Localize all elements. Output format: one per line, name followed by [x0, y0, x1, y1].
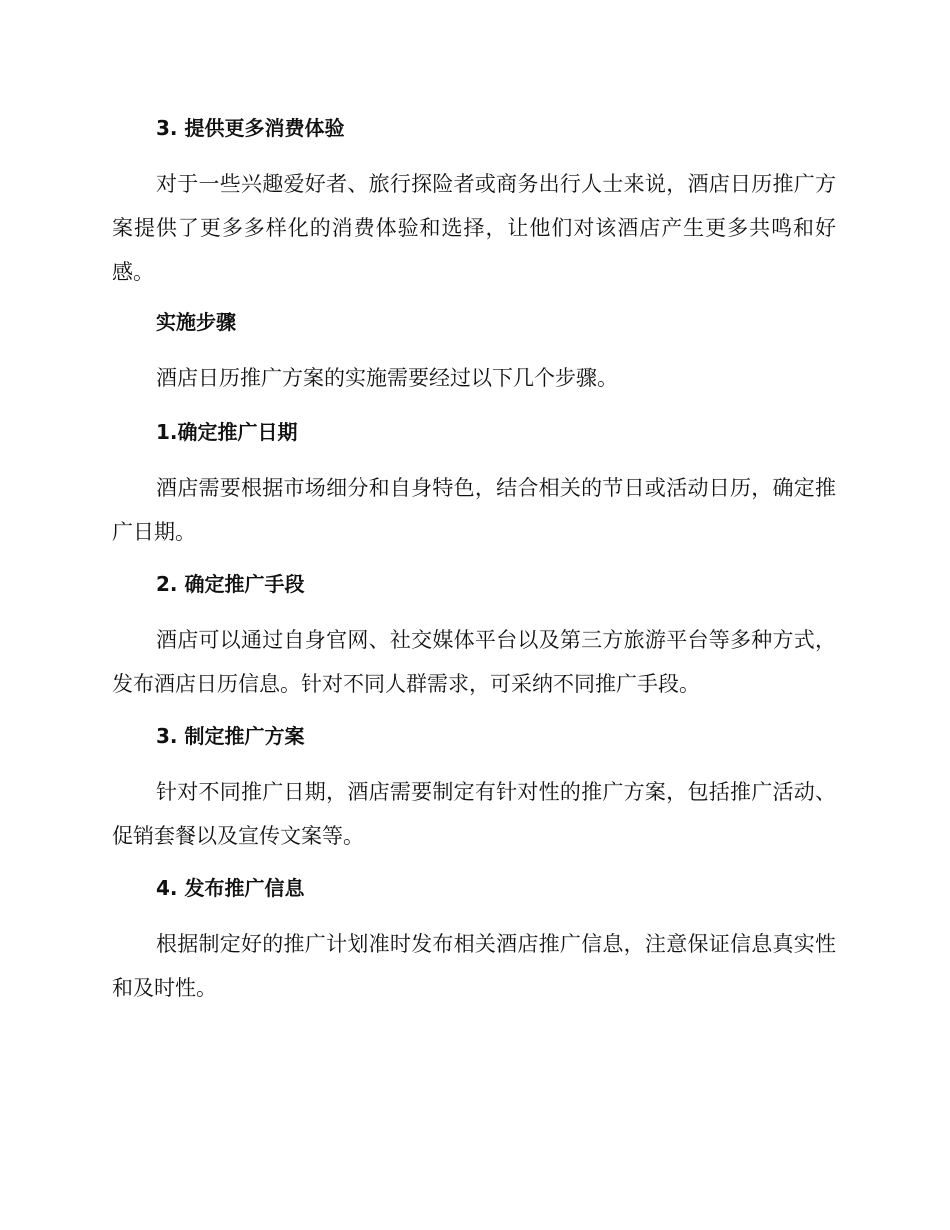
section-heading-consumer-experience: 3. 提供更多消费体验 [156, 116, 345, 140]
section-heading-publish-info: 4. 发布推广信息 [156, 876, 305, 900]
section-heading-promotion-means: 2. 确定推广手段 [156, 572, 305, 596]
section-heading-promotion-date: 1.确定推广日期 [156, 420, 298, 444]
section-heading-implementation-steps: 实施步骤 [156, 310, 236, 334]
section-paragraph-promotion-means: 酒店可以通过自身官网、社交媒体平台以及第三方旅游平台等多种方式，发布酒店日历信息。针对不同人群需求，可采纳不同推广手段。 [112, 628, 836, 696]
section-paragraph-publish-info: 根据制定好的推广计划准时发布相关酒店推广信息，注意保证信息真实性和及时性。 [112, 932, 836, 1000]
section-paragraph-promotion-date: 酒店需要根据市场细分和自身特色，结合相关的节日或活动日历，确定推广日期。 [112, 476, 836, 544]
section-paragraph-consumer-experience: 对于一些兴趣爱好者、旅行探险者或商务出行人士来说，酒店日历推广方案提供了更多多样化的消费体验和选择，让他们对该酒店产生更多共鸣和好感。 [112, 172, 836, 284]
section-paragraph-implementation-steps: 酒店日历推广方案的实施需要经过以下几个步骤。 [156, 366, 618, 390]
section-paragraph-promotion-plan: 针对不同推广日期，酒店需要制定有针对性的推广方案，包括推广活动、促销套餐以及宣传文案等。 [112, 780, 836, 848]
section-heading-promotion-plan: 3. 制定推广方案 [156, 724, 305, 748]
